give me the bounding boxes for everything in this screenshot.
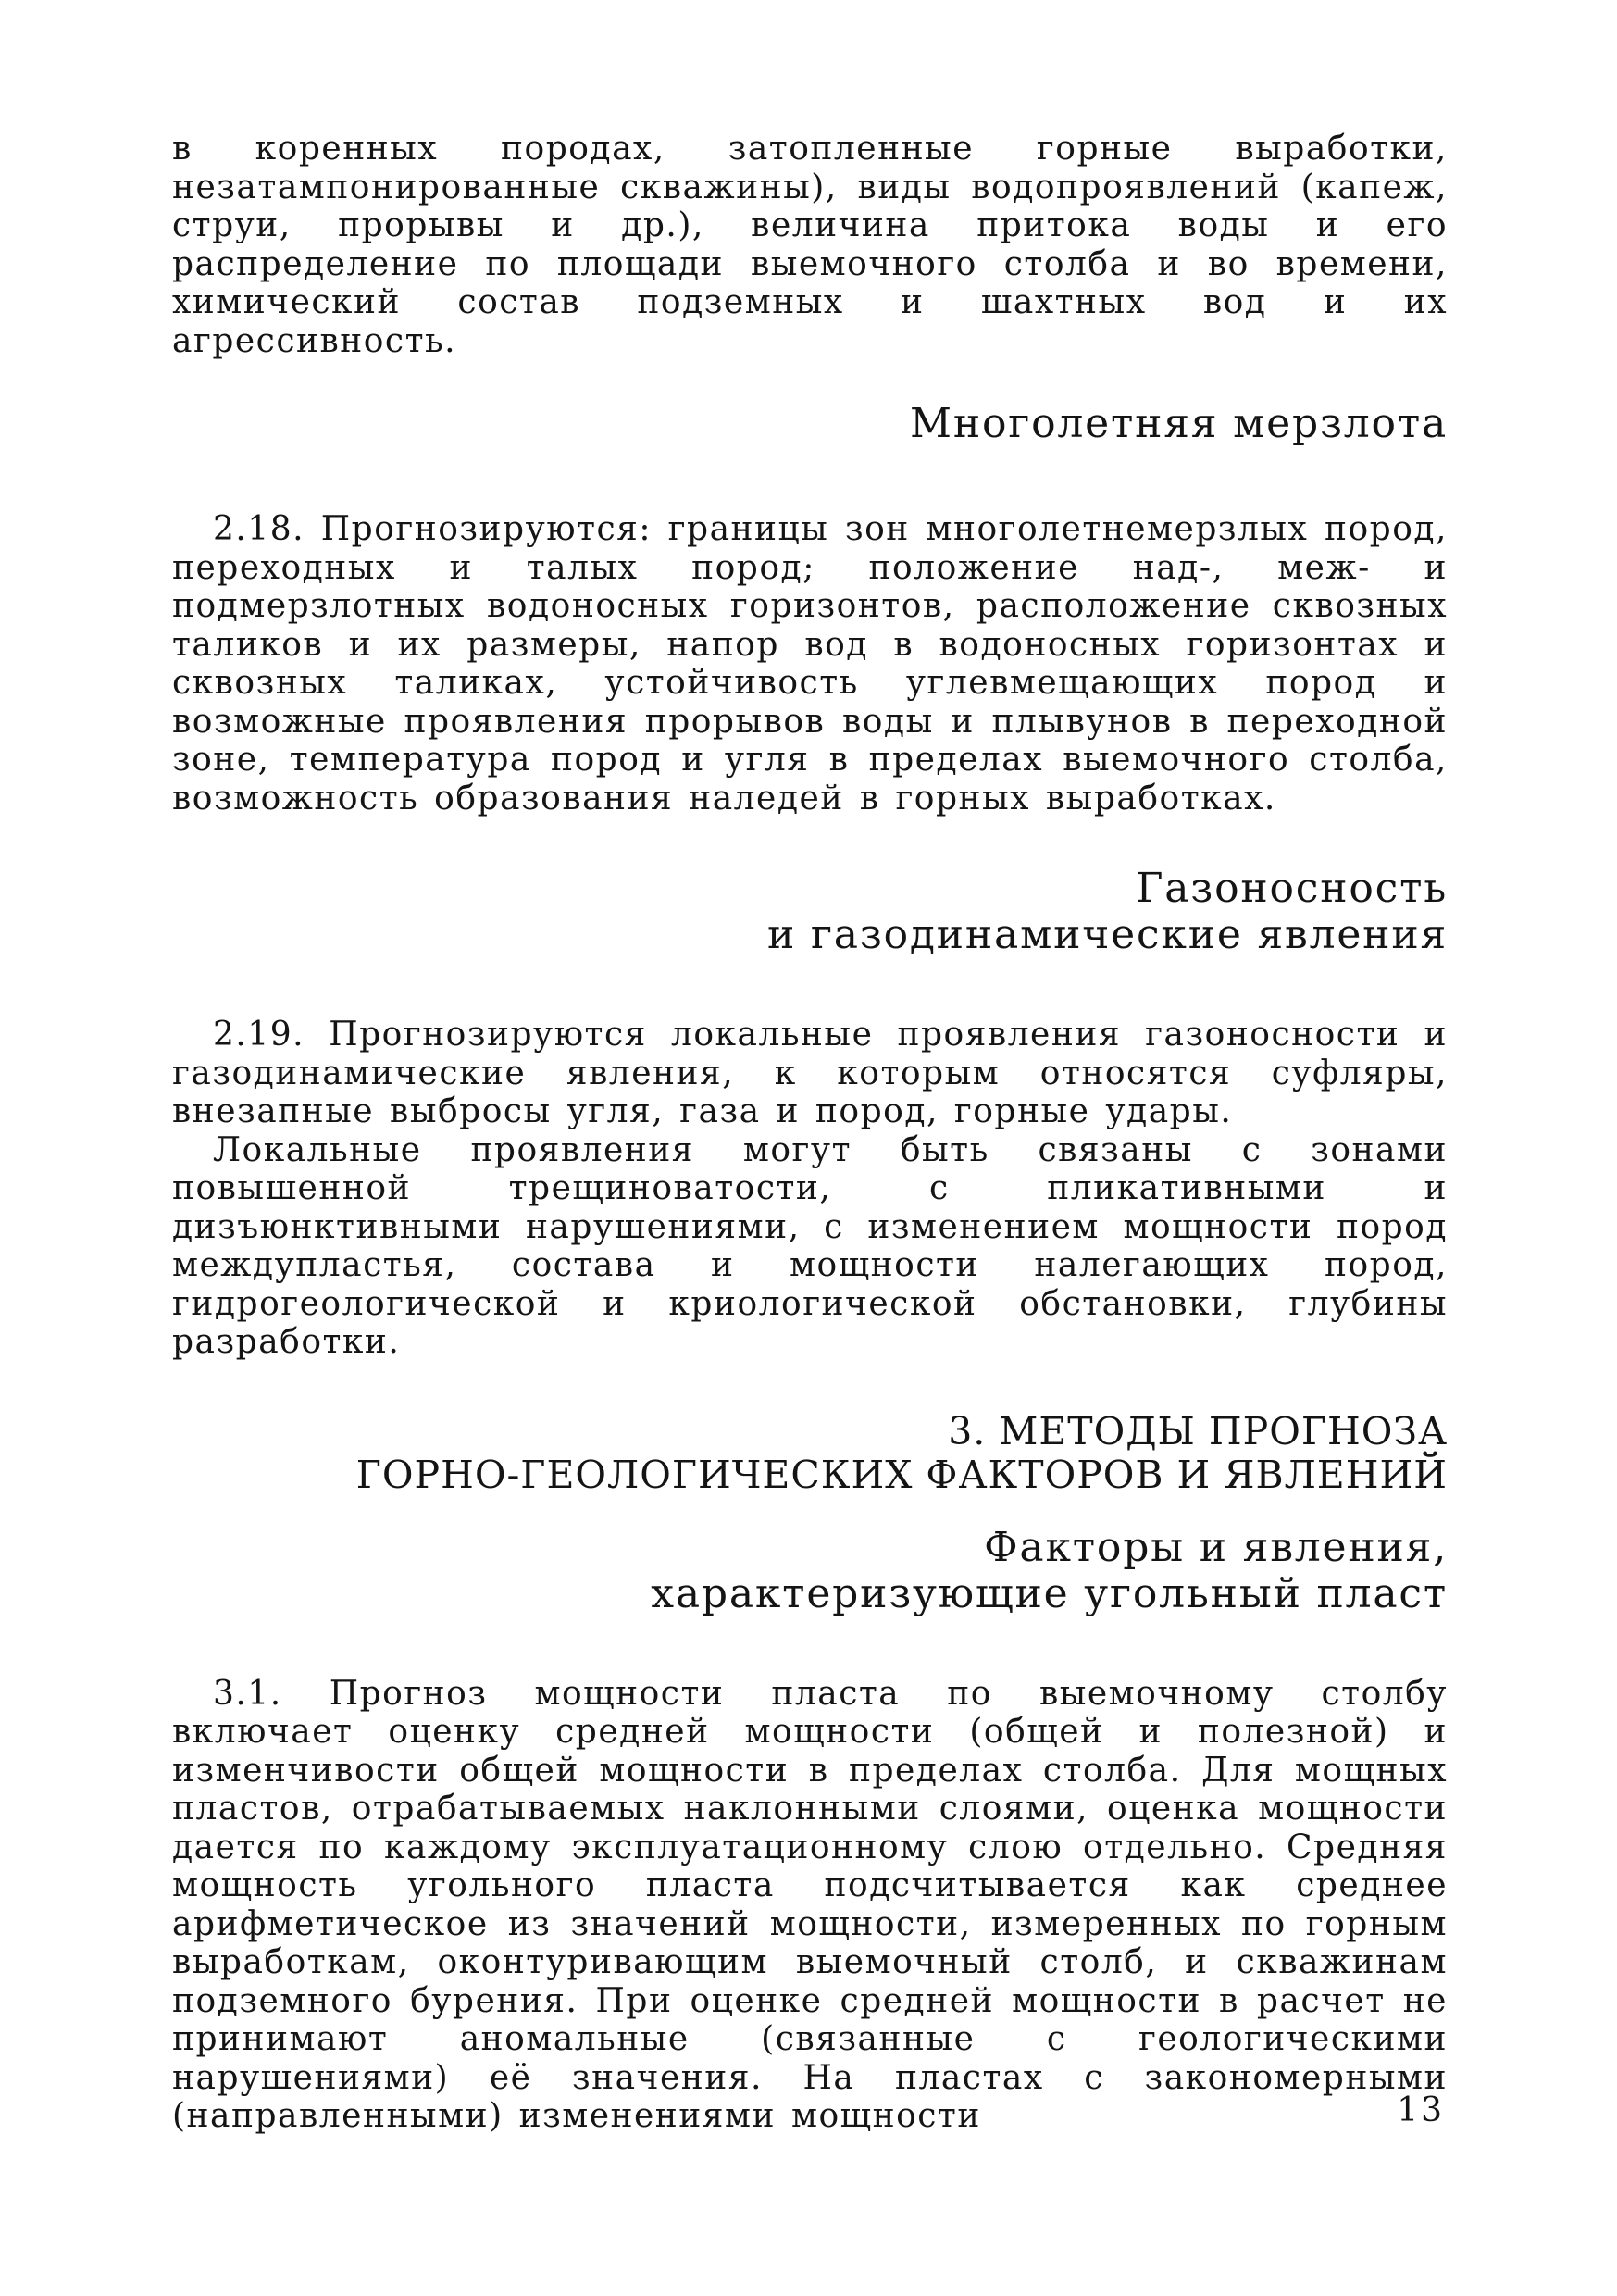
- heading-gas-content-line-1: Газоносность: [1136, 865, 1448, 912]
- heading-permafrost: [172, 401, 1448, 447]
- paragraph-local-manifestations: Локальные проявления могут быть связаны с зонами повышенной трещиноватости, с пликативными и дизъюнктивными нарушениями, с изменением мощности пород междупластья, состава и мощности налегающих пород, гидрогеологической и криологической обстановки, глубины разработки.: [172, 1130, 1448, 1361]
- heading-gas-content: [172, 866, 1448, 958]
- heading-seam-factors-line-2: характеризующие угольный пласт: [651, 1569, 1448, 1617]
- heading-seam-factors-line-1: Факторы и явления,: [984, 1523, 1448, 1571]
- heading-permafrost-text: Многолетняя мерзлота: [909, 400, 1448, 447]
- heading-gas-content-line-2: и газодинамические явления: [767, 911, 1448, 958]
- paragraph-2-19: 2.19. Прогнозируются локальные проявления газоносности и газодинамические явления, к которым относятся суфляры, внезапные выбросы угля, газа и пород, горные удары.: [172, 1016, 1448, 1130]
- paragraph-3-1: 3.1. Прогноз мощности пласта по выемочному столбу включает оценку средней мощности (общей и полезной) и изменчивости общей мощности в пределах столба. Для мощных пластов, отрабатываемых наклонными слоями, оценка мощности дается по каждому эксплуатационному слою отдельно. Средняя мощность угольного пласта подсчитывается как среднее арифметическое из значений мощности, измеренных по горным выработкам, оконтуривающим выемочный столб, и скважинам подземного бурения. При оценке средней мощности в расчет не принимают аномальные (связанные с геологическими нарушениями) её значения. На пластах с закономерными (направленными) изменениями мощности: [172, 1674, 1448, 2135]
- heading-seam-factors: [172, 1525, 1448, 1617]
- paragraph-intro-continuation: в коренных породах, затопленные горные выработки, незатампонированные скважины), виды водопроявлений (капеж, струи, прорывы и др.), величина притока воды и его распределение по площади выемочного столба и во времени, химический состав подземных и шахтных вод и их агрессивность.: [172, 130, 1448, 360]
- page-number: 13: [1397, 2091, 1445, 2129]
- paragraph-2-18: 2.18. Прогнозируются: границы зон многолетнемерзлых пород, переходных и талых пород; положение над-, меж- и подмерзлотных водоносных горизонтов, расположение сквозных таликов и их размеры, напор вод в водоносных горизонтах и сквозных таликах, устойчивость углевмещающих пород и возможные проявления прорывов воды и плывунов в переходной зоне, температура пород и угля в пределах выемочного столба, возможность образования наледей в горных выработках.: [172, 510, 1448, 817]
- heading-section-3: [172, 1410, 1448, 1497]
- text-column: [172, 130, 1448, 2136]
- heading-section-3-line-2: ГОРНО-ГЕОЛОГИЧЕСКИХ ФАКТОРОВ И ЯВЛЕНИЙ: [355, 1452, 1448, 1497]
- heading-section-3-line-1: 3. МЕТОДЫ ПРОГНОЗА: [948, 1408, 1448, 1454]
